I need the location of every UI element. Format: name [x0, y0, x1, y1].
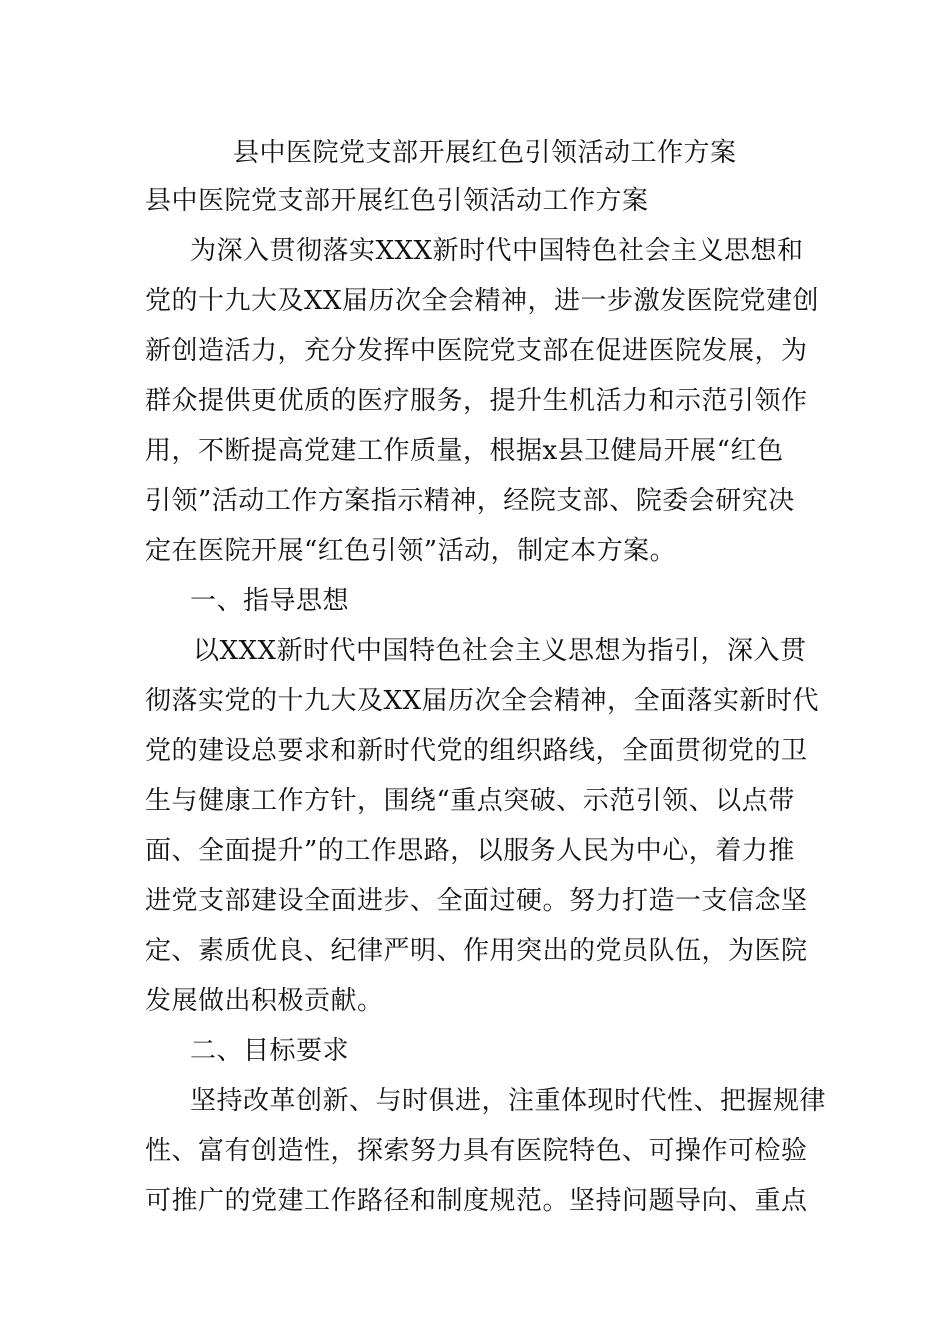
- intro-line: 引领”活动工作方案指示精神，经院支部、院委会研究决: [145, 486, 795, 516]
- intro-line: 新创造活力，充分发挥中医院党支部在促进医院发展，为: [145, 336, 808, 366]
- document-title: 县中医院党支部开展红色引领活动工作方案: [233, 138, 737, 168]
- section2-line: 性、富有创造性，探索努力具有医院特色、可操作可检验: [145, 1136, 808, 1166]
- section1-line: 党的建设总要求和新时代党的组织路线，全面贯彻党的卫: [145, 736, 808, 766]
- intro-line: 群众提供更优质的医疗服务，提升生机活力和示范引领作: [145, 386, 808, 416]
- intro-line: 为深入贯彻落实XXX新时代中国特色社会主义思想和: [190, 236, 804, 266]
- section-heading: 一、指导思想: [190, 586, 350, 616]
- intro-line: 定在医院开展“红色引领”活动，制定本方案。: [145, 536, 677, 566]
- intro-line: 党的十九大及XX届历次全会精神，进一步激发医院党建创: [145, 286, 820, 316]
- section1-line: 定、素质优良、纪律严明、作用突出的党员队伍，为医院: [145, 936, 808, 966]
- section1-line: 面、全面提升”的工作思路，以服务人民为中心，着力推: [145, 836, 795, 866]
- intro-line: 用，不断提高党建工作质量，根据x县卫健局开展“红色: [145, 436, 784, 466]
- section-heading: 二、目标要求: [190, 1036, 350, 1066]
- section1-line: 以XXX新时代中国特色社会主义思想为指引，深入贯: [193, 636, 807, 666]
- section1-line: 彻落实党的十九大及XX届历次全会精神，全面落实新时代: [145, 686, 820, 716]
- section2-line: 可推广的党建工作路径和制度规范。坚持问题导向、重点: [145, 1186, 808, 1216]
- section1-line: 发展做出积极贡献。: [145, 986, 384, 1016]
- section1-line: 进党支部建设全面进步、全面过硬。努力打造一支信念坚: [145, 886, 808, 916]
- document-subtitle: 县中医院党支部开展红色引领活动工作方案: [145, 186, 649, 216]
- section1-line: 生与健康工作方针，围绕“重点突破、示范引领、以点带: [145, 786, 795, 816]
- section2-line: 坚持改革创新、与时俱进，注重体现时代性、把握规律: [190, 1086, 827, 1116]
